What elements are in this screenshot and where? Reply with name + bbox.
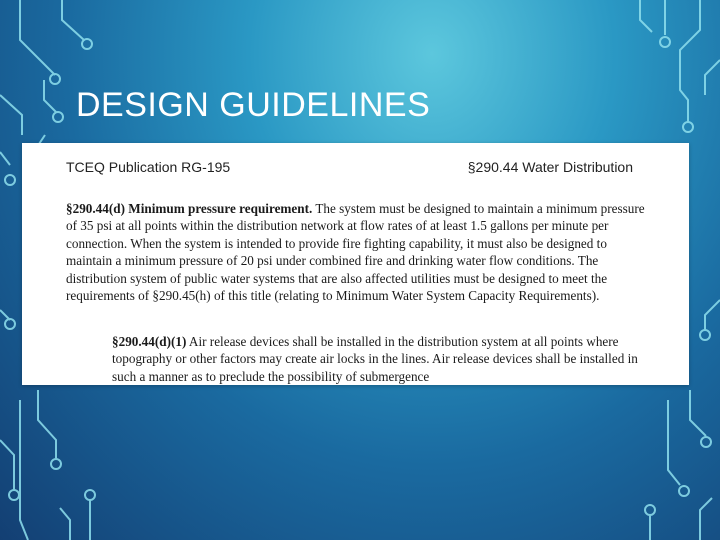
document-excerpt bbox=[22, 143, 689, 385]
paragraph-minimum-pressure-heading: §290.44(d) Minimum pressure requirement. bbox=[66, 201, 313, 216]
slide-title: DESIGN GUIDELINES bbox=[76, 86, 431, 124]
paragraph-minimum-pressure bbox=[66, 200, 646, 304]
paragraph-air-release-body: Air release devices shall be installed in the distribution system at all points where topography or other factors may create air locks in the lines. Air release devices shall be installed in such a manner as to preclude the possibility of submergence bbox=[112, 334, 638, 384]
paragraph-minimum-pressure-body: The system must be designed to maintain a minimum pressure of 35 psi at all points within the distribution network at flow rates of at least 1.5 gallons per minute per connection. When the system is intended to provide fire fighting capability, it must also be designed to maintain a minimum pressure of 20 psi under combined fire and drinking water flow conditions. The distribution system of public water systems that are also affected utilities must be designed to meet the requirements of §290.45(h) of this title (relating to Minimum Water System Capacity Requirements). bbox=[66, 201, 645, 304]
document-header-publication: TCEQ Publication RG-195 bbox=[66, 159, 231, 175]
document-header-section: §290.44 Water Distribution bbox=[467, 159, 633, 175]
paragraph-air-release bbox=[112, 333, 646, 385]
paragraph-air-release-heading: §290.44(d)(1) bbox=[112, 334, 187, 349]
